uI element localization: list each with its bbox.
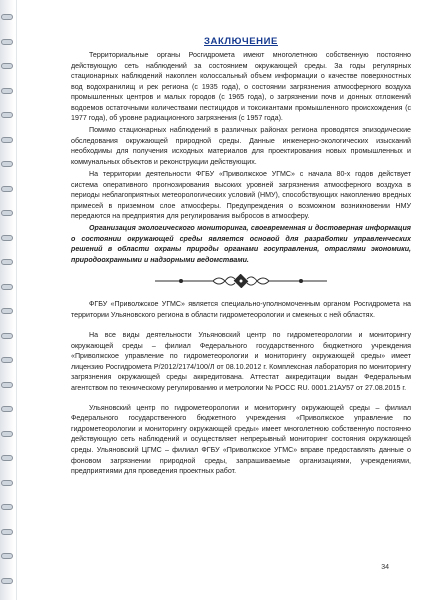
document-page [16,0,424,600]
binder-ring-icon [1,259,13,265]
binder-ring-icon [1,112,13,118]
binder-ring-icon [1,553,13,559]
paragraph-episodic-surveys: Помимо стационарных наблюдений в различных районах региона проводятся эпизодические обследования окружающей природной среды. Данные инженерно-экологических изысканий необходимы для получения исходных материалов для проектирования новых промышленных и коммунальных объектов и реконструкции действующих. [71,126,411,166]
binder-ring-icon [1,284,13,290]
binder-ring-icon [1,480,13,486]
document-body [71,36,411,478]
binder-ring-icon [1,504,13,510]
paragraph-emphasis: Организация экологического мониторинга, своевременная и достоверная информация о состоянии окружающей среды является основой для разработки управленческих решений в области охраны природы органами госуправления, отраслями экономики, природоохранными и надзорными ведомствами. [71,224,411,264]
binder-ring-icon [1,137,13,143]
ornament-divider-icon [71,274,411,288]
binder-ring-icon [1,455,13,461]
binder-ring-icon [1,578,13,584]
binder-ring-icon [1,308,13,314]
binder-ring-icon [1,382,13,388]
paragraph-license-accreditation: На все виды деятельности Ульяновский центр по гидрометеорологии и мониторингу окружающей среды – филиал Федерального государственного бюджетного учреждения «Приволжское управление по гидрометеорологии и мониторингу окружающей среды» имеет лицензию Росгидромета Р/2012/2174/100/Л от 08.10.2012 г. Комплексная лаборатория по мониторингу загрязнения окружающей среды аккредитована. Аттестат аккредитации выдан Федеральным агентством по техническому регулированию и метрологии № РОСС RU. 0001.21АУ57 от 27.08.2015 г. [71,331,411,392]
paragraph-authorized-body: ФГБУ «Приволжское УГМС» является специально-уполномоченным органом Росгидромета на территории Ульяновского региона в области гидрометеорологии и смежных с ней областях. [71,300,411,319]
binder-ring-icon [1,161,13,167]
binder-ring-icon [1,88,13,94]
binder-ring-icon [1,186,13,192]
paragraph-background-data: Ульяновский центр по гидрометеорологии и мониторингу окружающей среды – филиал Федерального государственного бюджетного учреждения «Приволжское управление по гидрометеорологии и мониторингу окружающей среды» имеет многолетнюю собственную постоянно действующую сеть наблюдений и осуществляет непрерывный мониторинг состояния окружающей среды. Ульяновский ЦГМС – филиал ФГБУ «Приволжское УГМС» вправе предоставлять данные о фоновом загрязнении природной среды, запрашиваемые организациями, учреждениями, предприятиями для проведения проектных работ. [71,403,411,476]
paragraph-observation-network: Территориальные органы Росгидромета имеют многолетнюю собственную постоянно действующую сеть наблюдений за состоянием окружающей среды. За годы регулярных стационарных наблюдений накоплен колоссальный объем информации о качестве поверхностных вод водохранилищ и рек региона (с 1935 года), о состоянии загрязнения атмосферного воздуха промышленных центров и малых городов (с 1965 года), о загрязнении почв и донных отложений водоемов остаточными количествами пестицидов и токсикантами промышленного происхождения (с 1977 года), об уровне радиационного загрязнения (с 1957 года). [71,51,411,123]
binder-ring-icon [1,63,13,69]
binder-ring-icon [1,431,13,437]
binder-ring-icon [1,357,13,363]
binder-ring-icon [1,39,13,45]
document-title: ЗАКЛЮЧЕНИЕ [204,36,278,47]
binder-ring-icon [1,406,13,412]
page-number: 34 [381,564,389,571]
binder-ring-icon [1,235,13,241]
binder-ring-icon [1,210,13,216]
binder-ring-icon [1,333,13,339]
binder-ring-icon [1,529,13,535]
paragraph-nmu-forecasting: На территории деятельности ФГБУ «Приволжское УГМС» с начала 80-х годов действует система оперативного прогнозирования высоких уровней загрязнения атмосферного воздуха в периоды неблагоприятных метеорологических условий (НМУ), способствующих накоплению вредных примесей в приземном слое атмосферы. Предупреждения о возможном возникновении НМУ передаются на предприятия для регулирования выбросов в атмосферу. [71,170,411,221]
binder-ring-icon [1,14,13,20]
